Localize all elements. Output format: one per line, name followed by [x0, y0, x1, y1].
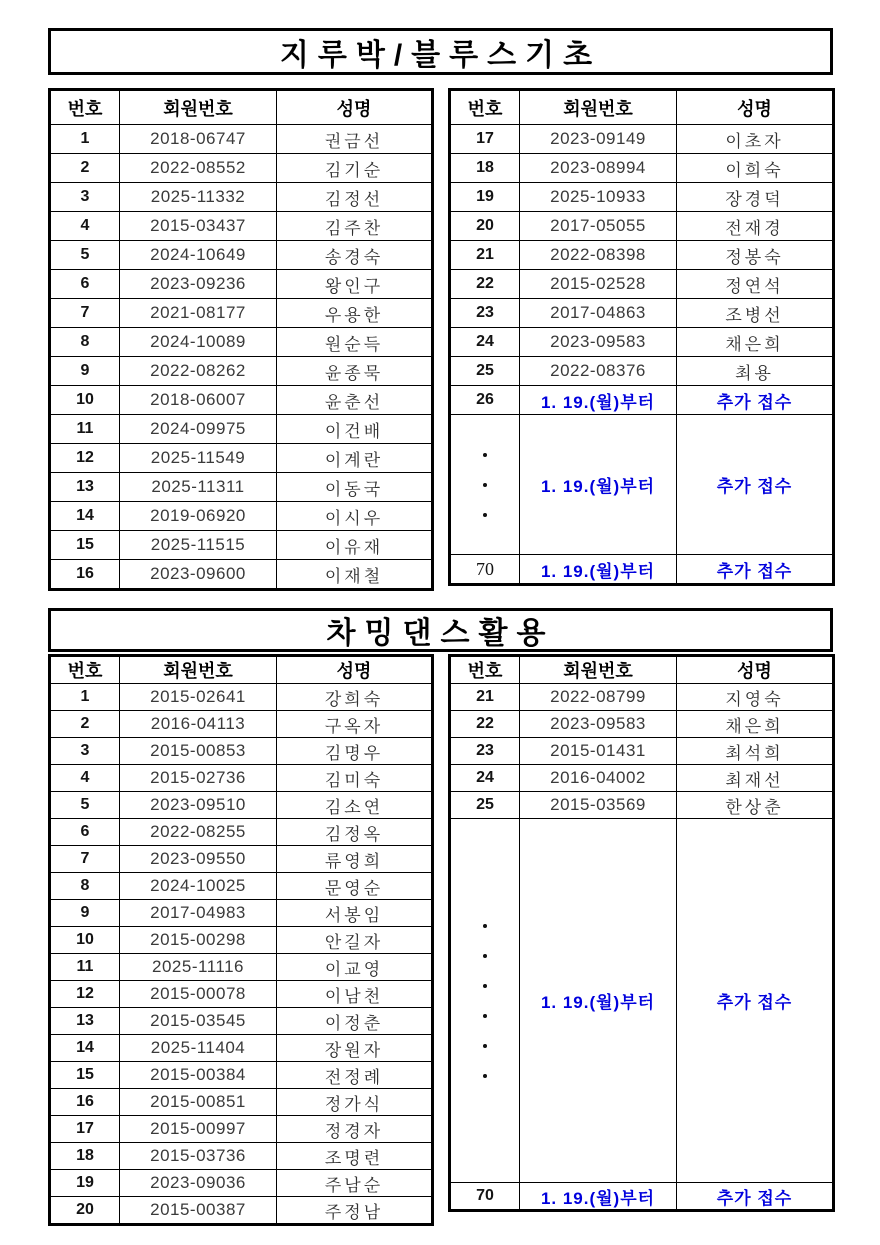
member-number-cell: 2022-08398	[520, 241, 677, 270]
member-number-cell: 2025-10933	[520, 183, 677, 212]
table-row	[50, 900, 433, 927]
member-number-cell: 2023-09510	[120, 792, 277, 819]
row-number-cell: 5	[50, 792, 120, 819]
name-cell: 이교영	[277, 954, 433, 981]
member-number-cell: 2025-11332	[120, 183, 277, 212]
name-cell: 조병선	[677, 299, 834, 328]
table-row	[450, 241, 834, 270]
table-row	[450, 270, 834, 299]
row-number-cell: 7	[50, 299, 120, 328]
name-cell: 강희숙	[277, 684, 433, 711]
name-cell: 이유재	[277, 531, 433, 560]
row-number-cell: 7	[50, 846, 120, 873]
row-number-cell: 15	[50, 531, 120, 560]
additional-registration-date: 1. 19.(월)부터	[520, 415, 677, 555]
table-row	[50, 711, 433, 738]
ellipsis-dot	[483, 513, 487, 517]
capacity-row	[450, 1183, 834, 1211]
name-cell: 김미숙	[277, 765, 433, 792]
header-row	[50, 656, 433, 684]
name-cell: 한상춘	[677, 792, 834, 819]
table-row	[50, 386, 433, 415]
name-cell: 장원자	[277, 1035, 433, 1062]
row-number-cell: 1	[50, 125, 120, 154]
row-number-cell: 70	[450, 555, 520, 585]
member-number-cell: 2015-00078	[120, 981, 277, 1008]
member-number-cell: 2022-08255	[120, 819, 277, 846]
member-number-cell: 2015-03545	[120, 1008, 277, 1035]
table-row	[50, 560, 433, 590]
ellipsis-dots	[453, 924, 517, 1078]
member-number-cell: 2018-06747	[120, 125, 277, 154]
section2-left-table	[48, 654, 434, 1226]
row-number-cell: 15	[50, 1062, 120, 1089]
row-number-cell: 12	[50, 444, 120, 473]
name-cell: 이건배	[277, 415, 433, 444]
column-header: 회원번호	[520, 90, 677, 125]
name-cell: 이계란	[277, 444, 433, 473]
member-number-cell: 2023-09583	[520, 711, 677, 738]
table-row	[50, 792, 433, 819]
ellipsis-dot	[483, 453, 487, 457]
table-row	[50, 873, 433, 900]
name-cell: 김정옥	[277, 819, 433, 846]
table-row	[50, 415, 433, 444]
row-number-cell: 5	[50, 241, 120, 270]
row-number-cell: 3	[50, 738, 120, 765]
row-number-cell: 6	[50, 270, 120, 299]
member-number-cell: 2016-04113	[120, 711, 277, 738]
table-row	[450, 738, 834, 765]
table-row	[50, 502, 433, 531]
row-number-cell: 16	[50, 560, 120, 590]
header-row	[450, 656, 834, 684]
member-number-cell: 2019-06920	[120, 502, 277, 531]
row-number-cell: 11	[50, 954, 120, 981]
row-number-cell: 19	[50, 1170, 120, 1197]
row-number-cell: 2	[50, 711, 120, 738]
ellipsis-dots	[453, 453, 517, 517]
member-number-cell: 2023-09036	[120, 1170, 277, 1197]
member-number-cell: 2015-00387	[120, 1197, 277, 1225]
column-header: 회원번호	[520, 656, 677, 684]
member-number-cell: 2017-04983	[120, 900, 277, 927]
row-number-cell: 21	[450, 241, 520, 270]
column-header: 번호	[50, 90, 120, 125]
row-number-cell: 25	[450, 792, 520, 819]
member-number-cell: 2024-10649	[120, 241, 277, 270]
table-row	[50, 1035, 433, 1062]
ellipsis-dot	[483, 1074, 487, 1078]
section1-title-box	[48, 28, 833, 75]
ellipsis-dot	[483, 954, 487, 958]
name-cell: 왕인구	[277, 270, 433, 299]
table-row	[50, 846, 433, 873]
row-number-cell: 22	[450, 711, 520, 738]
column-header: 성명	[677, 90, 834, 125]
column-header: 성명	[277, 90, 433, 125]
table-row	[50, 299, 433, 328]
row-number-cell: 13	[50, 1008, 120, 1035]
member-number-cell: 2015-00853	[120, 738, 277, 765]
name-cell: 전정례	[277, 1062, 433, 1089]
member-number-cell: 2017-05055	[520, 212, 677, 241]
name-cell: 윤춘선	[277, 386, 433, 415]
row-number-cell: 13	[50, 473, 120, 502]
column-header: 회원번호	[120, 656, 277, 684]
table-row	[50, 444, 433, 473]
row-number-cell: 10	[50, 386, 120, 415]
section2-right-table	[448, 654, 835, 1212]
name-cell: 김정선	[277, 183, 433, 212]
table-row	[50, 473, 433, 502]
name-cell: 주정남	[277, 1197, 433, 1225]
table-row	[50, 125, 433, 154]
table-row	[50, 357, 433, 386]
name-cell: 김기순	[277, 154, 433, 183]
table-row	[50, 1008, 433, 1035]
member-number-cell: 2024-10089	[120, 328, 277, 357]
column-header: 성명	[277, 656, 433, 684]
table-row	[50, 531, 433, 560]
row-number-cell: 16	[50, 1089, 120, 1116]
table-row	[50, 1116, 433, 1143]
table-row	[50, 212, 433, 241]
member-number-cell: 2021-08177	[120, 299, 277, 328]
name-cell: 채은희	[677, 328, 834, 357]
table-row	[450, 299, 834, 328]
header-row	[450, 90, 834, 125]
member-number-cell: 2022-08552	[120, 154, 277, 183]
member-number-cell: 2022-08799	[520, 684, 677, 711]
column-header: 성명	[677, 656, 834, 684]
ellipsis-dot	[483, 1014, 487, 1018]
name-cell: 김주찬	[277, 212, 433, 241]
ellipsis-dot	[483, 984, 487, 988]
name-cell: 안길자	[277, 927, 433, 954]
table-row	[50, 981, 433, 1008]
row-number-cell: 20	[450, 212, 520, 241]
member-number-cell: 2025-11404	[120, 1035, 277, 1062]
name-cell: 김소연	[277, 792, 433, 819]
table-row	[50, 1143, 433, 1170]
name-cell: 이동국	[277, 473, 433, 502]
row-number-cell: 4	[50, 765, 120, 792]
name-cell: 윤종묵	[277, 357, 433, 386]
row-number-cell: 3	[50, 183, 120, 212]
name-cell: 정가식	[277, 1089, 433, 1116]
row-number-cell: 8	[50, 328, 120, 357]
name-cell: 정연석	[677, 270, 834, 299]
ellipsis-dot	[483, 924, 487, 928]
table-row	[450, 183, 834, 212]
table-row	[50, 1089, 433, 1116]
table-header	[50, 656, 433, 684]
name-cell: 최용	[677, 357, 834, 386]
member-number-cell: 2015-03437	[120, 212, 277, 241]
name-cell: 구옥자	[277, 711, 433, 738]
name-cell: 문영순	[277, 873, 433, 900]
member-number-cell: 2022-08376	[520, 357, 677, 386]
member-number-cell: 2015-01431	[520, 738, 677, 765]
pending-rows-gap	[450, 415, 834, 555]
additional-registration-date: 1. 19.(월)부터	[520, 1183, 677, 1211]
name-cell: 조명련	[277, 1143, 433, 1170]
table-row	[50, 1062, 433, 1089]
member-number-cell: 2025-11515	[120, 531, 277, 560]
name-cell: 최석희	[677, 738, 834, 765]
row-number-cell: 11	[50, 415, 120, 444]
additional-registration-label: 추가 접수	[677, 1183, 834, 1211]
row-number-cell: 4	[50, 212, 120, 241]
table-row	[450, 357, 834, 386]
name-cell: 장경덕	[677, 183, 834, 212]
ellipsis-dot	[483, 1044, 487, 1048]
ellipsis-cell	[450, 415, 520, 555]
column-header: 회원번호	[120, 90, 277, 125]
name-cell: 권금선	[277, 125, 433, 154]
row-number-cell: 6	[50, 819, 120, 846]
table-row	[50, 819, 433, 846]
member-number-cell: 1. 19.(월)부터	[520, 386, 677, 415]
name-cell: 정경자	[277, 1116, 433, 1143]
name-cell: 김명우	[277, 738, 433, 765]
additional-registration-label: 추가 접수	[677, 555, 834, 585]
row-number-cell: 14	[50, 502, 120, 531]
table-row	[50, 684, 433, 711]
name-cell: 최재선	[677, 765, 834, 792]
capacity-row	[450, 555, 834, 585]
row-number-cell: 23	[450, 738, 520, 765]
table-row	[50, 270, 433, 299]
table-row	[450, 711, 834, 738]
table-row	[50, 927, 433, 954]
member-number-cell: 2017-04863	[520, 299, 677, 328]
row-number-cell: 18	[450, 154, 520, 183]
column-header: 번호	[450, 90, 520, 125]
row-number-cell: 8	[50, 873, 120, 900]
name-cell: 이희숙	[677, 154, 834, 183]
row-number-cell: 21	[450, 684, 520, 711]
additional-registration-label: 추가 접수	[677, 415, 834, 555]
row-number-cell: 18	[50, 1143, 120, 1170]
header-row	[50, 90, 433, 125]
name-cell: 이재철	[277, 560, 433, 590]
name-cell: 이남천	[277, 981, 433, 1008]
member-number-cell: 2015-03569	[520, 792, 677, 819]
table-row	[50, 154, 433, 183]
member-number-cell: 2023-09550	[120, 846, 277, 873]
table-row	[450, 386, 834, 415]
row-number-cell: 23	[450, 299, 520, 328]
name-cell: 주남순	[277, 1170, 433, 1197]
member-number-cell: 2018-06007	[120, 386, 277, 415]
table-header	[50, 90, 433, 125]
member-number-cell: 2015-02528	[520, 270, 677, 299]
column-header: 번호	[450, 656, 520, 684]
ellipsis-cell	[450, 819, 520, 1183]
row-number-cell: 9	[50, 900, 120, 927]
name-cell: 지영숙	[677, 684, 834, 711]
table-row	[50, 183, 433, 212]
section1-left-table	[48, 88, 434, 591]
row-number-cell: 26	[450, 386, 520, 415]
table-row	[50, 241, 433, 270]
member-number-cell: 2015-00384	[120, 1062, 277, 1089]
table-header	[450, 90, 834, 125]
member-number-cell: 2023-08994	[520, 154, 677, 183]
row-number-cell: 2	[50, 154, 120, 183]
table-row	[50, 1170, 433, 1197]
column-header: 번호	[50, 656, 120, 684]
table-row	[450, 684, 834, 711]
ellipsis-dot	[483, 483, 487, 487]
name-cell: 이시우	[277, 502, 433, 531]
row-number-cell: 12	[50, 981, 120, 1008]
table-row	[450, 792, 834, 819]
name-cell: 이초자	[677, 125, 834, 154]
row-number-cell: 24	[450, 765, 520, 792]
table-row	[450, 765, 834, 792]
table-row	[450, 154, 834, 183]
member-number-cell: 2023-09236	[120, 270, 277, 299]
table-row	[50, 738, 433, 765]
member-number-cell: 2015-00997	[120, 1116, 277, 1143]
section2-title: 차밍댄스활용	[326, 617, 555, 650]
row-number-cell: 10	[50, 927, 120, 954]
name-cell: 우용한	[277, 299, 433, 328]
row-number-cell: 19	[450, 183, 520, 212]
member-number-cell: 2015-00298	[120, 927, 277, 954]
member-number-cell: 2022-08262	[120, 357, 277, 386]
table-row	[450, 125, 834, 154]
table-row	[450, 212, 834, 241]
member-number-cell: 2023-09583	[520, 328, 677, 357]
section1-right-table	[448, 88, 835, 586]
additional-registration-label: 추가 접수	[677, 819, 834, 1183]
table-row	[50, 954, 433, 981]
row-number-cell: 20	[50, 1197, 120, 1225]
member-number-cell: 2024-09975	[120, 415, 277, 444]
name-cell: 전재경	[677, 212, 834, 241]
row-number-cell: 70	[450, 1183, 520, 1211]
row-number-cell: 1	[50, 684, 120, 711]
table-header	[450, 656, 834, 684]
row-number-cell: 17	[50, 1116, 120, 1143]
pending-rows-gap	[450, 819, 834, 1183]
name-cell: 원순득	[277, 328, 433, 357]
row-number-cell: 17	[450, 125, 520, 154]
row-number-cell: 14	[50, 1035, 120, 1062]
member-number-cell: 2015-00851	[120, 1089, 277, 1116]
member-number-cell: 2024-10025	[120, 873, 277, 900]
name-cell: 송경숙	[277, 241, 433, 270]
row-number-cell: 22	[450, 270, 520, 299]
name-cell: 류영희	[277, 846, 433, 873]
member-number-cell: 2015-02641	[120, 684, 277, 711]
table-row	[450, 328, 834, 357]
table-row	[50, 328, 433, 357]
name-cell: 채은희	[677, 711, 834, 738]
additional-registration-date: 1. 19.(월)부터	[520, 819, 677, 1183]
additional-registration-date: 1. 19.(월)부터	[520, 555, 677, 585]
member-number-cell: 2015-03736	[120, 1143, 277, 1170]
member-number-cell: 2023-09149	[520, 125, 677, 154]
section1-title: 지루박/블루스기초	[279, 38, 602, 72]
member-number-cell: 2025-11549	[120, 444, 277, 473]
row-number-cell: 9	[50, 357, 120, 386]
name-cell: 이정춘	[277, 1008, 433, 1035]
name-cell: 추가 접수	[677, 386, 834, 415]
row-number-cell: 24	[450, 328, 520, 357]
name-cell: 서봉임	[277, 900, 433, 927]
member-number-cell: 2025-11311	[120, 473, 277, 502]
name-cell: 정봉숙	[677, 241, 834, 270]
table-row	[50, 765, 433, 792]
member-number-cell: 2016-04002	[520, 765, 677, 792]
member-number-cell: 2023-09600	[120, 560, 277, 590]
member-number-cell: 2015-02736	[120, 765, 277, 792]
section2-title-box	[48, 608, 833, 652]
row-number-cell: 25	[450, 357, 520, 386]
table-row	[50, 1197, 433, 1225]
member-number-cell: 2025-11116	[120, 954, 277, 981]
